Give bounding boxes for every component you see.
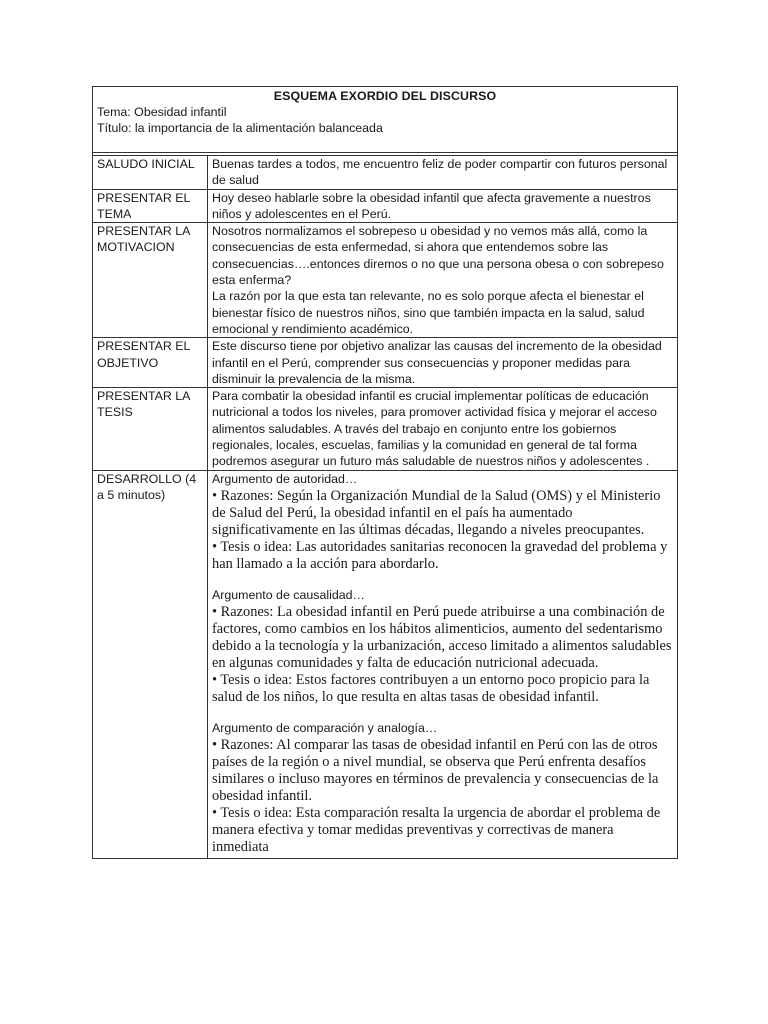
- motivacion-paragraph-1: Nosotros normalizamos el sobrepeso u obesidad y no vemos más allá, como la consecuencias de esta enfermedad, si ahora que entendemos sobre las consecuencias….entonces diremos o no que una persona obesa o con sobrepeso esta enferma?: [212, 224, 664, 288]
- row-label-desarrollo: DESARROLLO (4 a 5 minutos): [93, 470, 208, 858]
- row-content-tesis: Para combatir la obesidad infantil es crucial implementar políticas de educación nutricional a todos los niveles, para promover actividad física y mejorar el acceso alimentos saludables. A través del trabajo en conjunto entre los gobiernos regionales, locales, escuelas, familias y la comunidad en general de tal forma podremos asegurar un futuro más saludable de nuestros niños y adolescentes .: [208, 388, 678, 470]
- header-row: [93, 87, 678, 153]
- row-label-tema: PRESENTAR EL TEMA: [93, 189, 208, 223]
- row-content-objetivo: Este discurso tiene por objetivo analizar las causas del incremento de la obesidad infantil en el Perú, comprender sus consecuencias y proponer medidas para disminuir la prevalencia de la misma.: [208, 338, 678, 388]
- table-row: [93, 388, 678, 470]
- table-row: [93, 470, 678, 858]
- motivacion-paragraph-2: La razón por la que esta tan relevante, no es solo porque afecta el bienestar el bienestar físico de nuestros niños, sino que también impacta en la salud, salud emocional y rendimiento académico.: [212, 289, 645, 336]
- argument-title: Argumento de autoridad…: [212, 471, 358, 486]
- argument-tesis: • Tesis o idea: Esta comparación resalta la urgencia de abordar el problema de manera efectiva y tomar medidas preventivas y correctivas de manera inmediata: [212, 804, 661, 855]
- argument-razones: • Razones: Al comparar las tasas de obesidad infantil en Perú con las de otros países de la región o a nivel mundial, se observa que Perú enfrenta desafíos similares o incluso mayores en términos de prevalencia y consecuencias de la obesidad infantil.: [212, 736, 659, 804]
- row-label-saludo: SALUDO INICIAL: [93, 156, 208, 190]
- argument-block-comparacion: [212, 720, 673, 856]
- row-content-motivacion: [208, 223, 678, 338]
- table-row: [93, 338, 678, 388]
- argument-title: Argumento de comparación y analogía…: [212, 720, 438, 735]
- row-label-objetivo: PRESENTAR EL OBJETIVO: [93, 338, 208, 388]
- row-content-saludo: Buenas tardes a todos, me encuentro feliz de poder compartir con futuros personal de salud: [208, 156, 678, 190]
- tema-line: Tema: Obesidad infantil: [97, 105, 227, 119]
- document-page: [92, 86, 677, 859]
- row-label-motivacion: PRESENTAR LA MOTIVACION: [93, 223, 208, 338]
- titulo-line: Título: la importancia de la alimentación balanceada: [97, 121, 383, 135]
- argument-title: Argumento de causalidad…: [212, 587, 365, 602]
- table-row: [93, 156, 678, 190]
- argument-razones: • Razones: La obesidad infantil en Perú puede atribuirse a una combinación de factores, como cambios en los hábitos alimenticios, aumento del sedentarismo debido a la tecnología y la urbanización, acceso limitado a alimentos saludables en algunas comunidades y falta de educación nutricional adecuada.: [212, 603, 672, 671]
- argument-block-autoridad: [212, 471, 673, 573]
- argument-block-causalidad: [212, 587, 673, 706]
- argument-tesis: • Tesis o idea: Las autoridades sanitarias reconocen la gravedad del problema y han llamado a la acción para abordarlo.: [212, 538, 668, 572]
- row-content-tema: Hoy deseo hablarle sobre la obesidad infantil que afecta gravemente a nuestros niños y adolescentes en el Perú.: [208, 189, 678, 223]
- header-cell: [93, 87, 678, 153]
- row-content-desarrollo: [208, 470, 678, 858]
- row-label-tesis: PRESENTAR LA TESIS: [93, 388, 208, 470]
- table-row: [93, 223, 678, 338]
- argument-tesis: • Tesis o idea: Estos factores contribuyen a un entorno poco propicio para la salud de los niños, lo que resulta en altas tasas de obesidad infantil.: [212, 671, 650, 705]
- table-row: [93, 189, 678, 223]
- document-title: ESQUEMA EXORDIO DEL DISCURSO: [273, 89, 497, 103]
- speech-outline-table: [92, 86, 678, 859]
- argument-razones: • Razones: Según la Organización Mundial de la Salud (OMS) y el Ministerio de Salud del Perú, la obesidad infantil en el país ha aumentado significativamente en las últimas décadas, llegando a niveles preocupantes.: [212, 487, 661, 538]
